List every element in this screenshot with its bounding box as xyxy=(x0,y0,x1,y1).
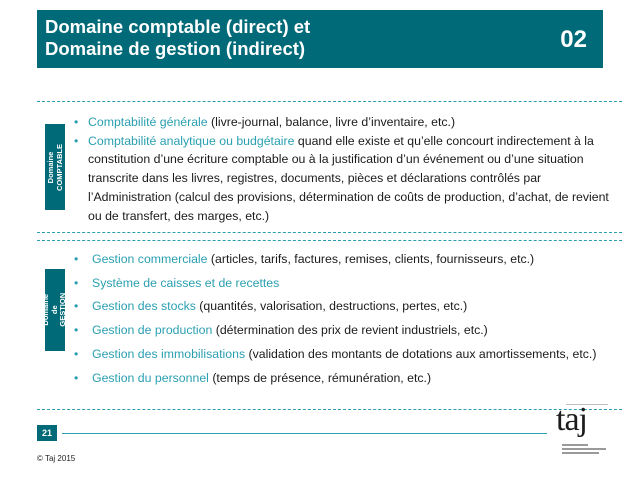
item-highlight: Gestion des immobilisations xyxy=(92,346,246,361)
slide-header xyxy=(37,10,603,68)
bullet-icon: • xyxy=(74,275,79,290)
list-item xyxy=(74,369,614,388)
bullet-icon: • xyxy=(74,323,79,338)
bullet-icon: • xyxy=(74,133,79,148)
item-highlight: Comptabilité analytique ou budgétaire xyxy=(88,133,295,148)
bullet-icon: • xyxy=(74,115,79,129)
item-highlight: Comptabilité générale xyxy=(88,115,208,129)
bullet-icon: • xyxy=(74,370,79,385)
side-label-gestion-text: Domaine de GESTION xyxy=(41,293,68,327)
item-text: (articles, tarifs, factures, remises, clients, fournisseurs, etc.) xyxy=(207,252,535,266)
item-highlight: Gestion commerciale xyxy=(92,252,208,266)
domaine-comptable-section xyxy=(37,101,622,233)
item-text: (quantités, valorisation, destructions, pertes, etc.) xyxy=(195,299,468,314)
item-text: (temps de présence, rémunération, etc.) xyxy=(208,370,432,385)
bullet-icon: • xyxy=(74,299,79,314)
bullet-icon: • xyxy=(74,346,79,361)
slide-title: Domaine comptable (direct) et Domaine de gestion (indirect) xyxy=(45,16,311,59)
list-item xyxy=(74,321,614,340)
list-item xyxy=(74,345,614,364)
item-text: quand elle existe et qu’elle concourt indirectement à la constitution d’une écriture comptable ou à la justification d’un événement ou d’une situation transcrite dans les livres, registres, documents, pièces et déclarations contrôlés par l’Administration (calcul des provisions, détermination de coûts de production, d’achat, de revient ou de transfert, des marges, etc.) xyxy=(88,133,609,223)
item-text: (livre-journal, balance, livre d’inventaire, etc.) xyxy=(207,115,456,129)
taj-logo xyxy=(552,400,622,460)
logo-text: taj xyxy=(556,401,587,438)
side-label-comptable xyxy=(45,124,65,210)
section-number: 02 xyxy=(560,26,587,53)
list-item xyxy=(74,250,614,269)
logo-caption xyxy=(562,444,606,456)
list-item xyxy=(74,132,614,226)
side-label-gestion xyxy=(41,269,68,351)
footer-divider xyxy=(62,433,547,434)
item-text: (détermination des prix de revient industriels, etc.) xyxy=(212,323,488,338)
list-item xyxy=(74,274,614,293)
list-item xyxy=(74,113,614,132)
item-text: (validation des montants de dotations aux amortissements, etc.) xyxy=(245,346,597,361)
item-highlight: Système de caisses et de recettes xyxy=(92,275,280,290)
list-item xyxy=(74,297,614,316)
item-highlight: Gestion de production xyxy=(92,323,213,338)
domaine-gestion-section xyxy=(37,240,622,410)
item-highlight: Gestion des stocks xyxy=(92,299,196,314)
side-label-comptable-text: Domaine COMPTABLE xyxy=(45,143,64,191)
page-number: 21 xyxy=(37,425,57,441)
bullet-icon: • xyxy=(74,252,79,266)
copyright-text: © Taj 2015 xyxy=(37,454,76,463)
item-highlight: Gestion du personnel xyxy=(92,370,209,385)
